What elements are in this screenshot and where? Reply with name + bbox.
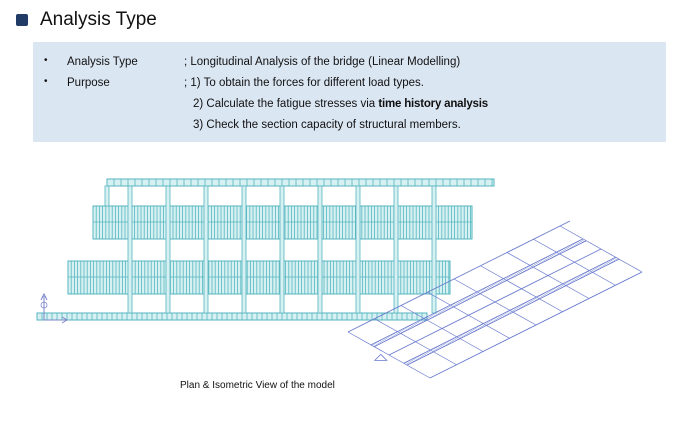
value-purpose-3: 3) Check the section capacity of structural members. bbox=[193, 119, 461, 131]
plan-view bbox=[37, 179, 494, 323]
page-title: Analysis Type bbox=[40, 9, 157, 30]
value-purpose-1: ; 1) To obtain the forces for different load types. bbox=[184, 77, 424, 89]
bottom-girder bbox=[37, 313, 427, 320]
label-analysis-type: Analysis Type bbox=[67, 56, 138, 68]
support-icon bbox=[375, 354, 387, 360]
bullet-icon: • bbox=[44, 55, 48, 66]
value-analysis-type: ; Longitudinal Analysis of the bridge (Linear Modelling) bbox=[184, 56, 461, 68]
figure-caption: Plan & Isometric View of the model bbox=[180, 380, 335, 391]
isometric-view bbox=[348, 221, 642, 378]
bullet-icon: • bbox=[44, 76, 48, 87]
top-girder bbox=[107, 179, 494, 186]
purpose-2-bold: time history analysis bbox=[378, 98, 488, 110]
label-purpose: Purpose bbox=[67, 77, 110, 89]
purpose-2-text: 2) Calculate the fatigue stresses via bbox=[193, 98, 379, 110]
lower-deck bbox=[68, 261, 450, 294]
